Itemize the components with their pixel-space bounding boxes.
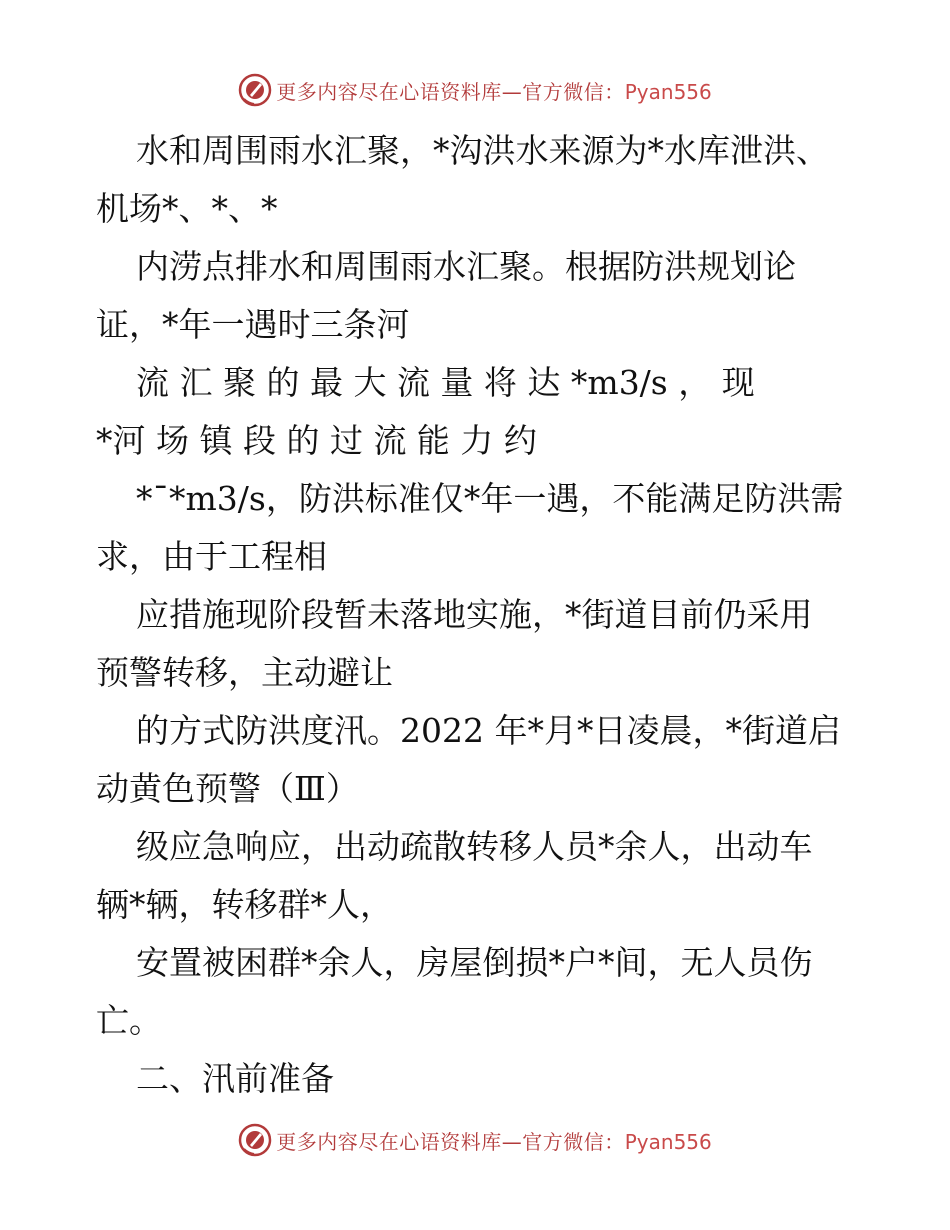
watermark-text: 更多内容尽在心语资料库—官方微信：Pyan556: [276, 79, 712, 104]
text-line: 亡。: [96, 1001, 162, 1040]
text-line: 流 汇 聚 的 最 大 流 量 将 达 *m3/s ， 现: [136, 363, 755, 402]
text-line: *河 场 镇 段 的 过 流 能 力 约: [96, 421, 537, 460]
text-line: 机场*、*、*: [96, 189, 278, 228]
header-watermark: [0, 70, 950, 110]
text-line: 证，*年一遇时三条河: [96, 305, 410, 344]
text-line: 内涝点排水和周围雨水汇聚。根据防洪规划论: [136, 247, 796, 286]
text-line: 预警转移，主动避让: [96, 653, 393, 692]
text-line: 水和周围雨水汇聚，*沟洪水来源为*水库泄洪、: [136, 131, 829, 170]
wechat-id: Pyan556: [624, 1129, 712, 1154]
text-line: *¯*m3/s，防洪标准仅*年一遇，不能满足防洪需: [136, 479, 844, 518]
text-line: 求，由于工程相: [96, 537, 327, 576]
text-line: 的方式防洪度汛。2022 年*月*日凌晨，*街道启: [136, 711, 841, 750]
section-heading: 二、汛前准备: [136, 1059, 334, 1098]
document-body: [96, 122, 856, 1108]
brand-logo-icon: [238, 73, 272, 107]
footer-watermark: [0, 1120, 950, 1160]
text-line: 应措施现阶段暂未落地实施，*街道目前仍采用: [136, 595, 813, 634]
wechat-id: Pyan556: [624, 79, 712, 104]
watermark-text: 更多内容尽在心语资料库—官方微信：Pyan556: [276, 1129, 712, 1154]
text-line: 动黄色预警（Ⅲ）: [96, 769, 359, 808]
text-line: 辆*辆，转移群*人，: [96, 885, 393, 924]
text-line: 级应急响应，出动疏散转移人员*余人，出动车: [136, 827, 813, 866]
brand-logo-icon: [238, 1123, 272, 1157]
text-line: 安置被困群*余人，房屋倒损*户*间，无人员伤: [136, 943, 813, 982]
